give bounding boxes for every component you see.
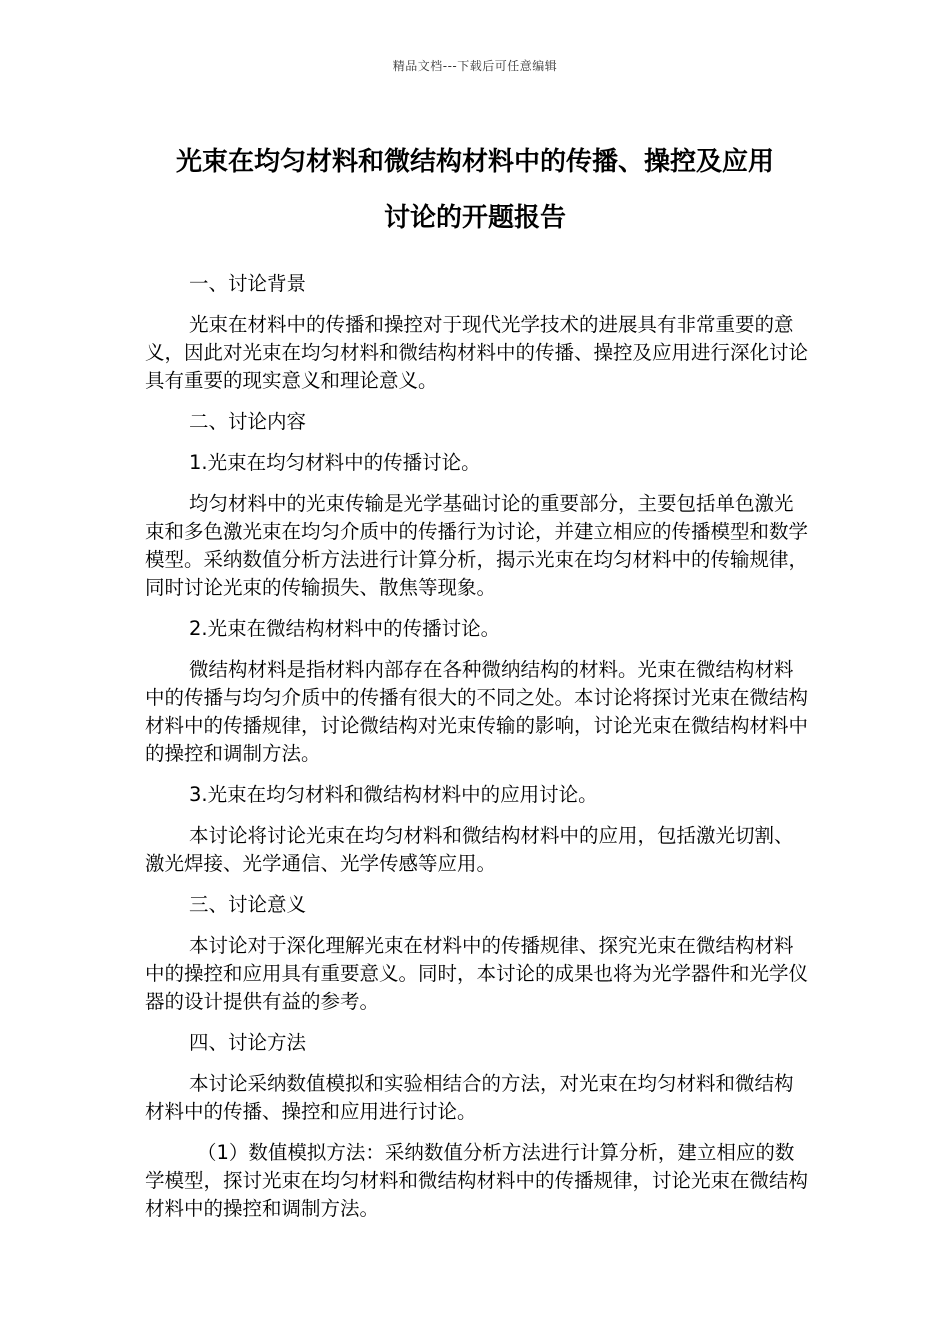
section-heading-methods: 四、讨论方法: [189, 1031, 307, 1054]
section-heading-significance: 三、讨论意义: [189, 893, 307, 916]
document-body: [145, 270, 810, 1236]
paragraph-methods: 本讨论采纳数值模拟和实验相结合的方法，对光束在均匀材料和微结构材料中的传播、操控和应用进行讨论。: [145, 1072, 794, 1123]
subheading-applications: 3.光束在均匀材料和微结构材料中的应用讨论。: [189, 783, 598, 806]
paragraph-significance: 本讨论对于深化理解光束在材料中的传播规律、探究光束在微结构材料中的操控和应用具有重要意义。同时，本讨论的成果也将为光学器件和光学仪器的设计提供有益的参考。: [145, 934, 809, 1013]
document-title: [140, 134, 810, 246]
section-heading-content: 二、讨论内容: [189, 410, 307, 433]
header-note: 精品文档---下载后可任意编辑: [392, 59, 558, 73]
paragraph-microstructure-materials: 微结构材料是指材料内部存在各种微纳结构的材料。光束在微结构材料中的传播与均匀介质中的传播有很大的不同之处。本讨论将探讨光束在微结构材料中的传播规律，讨论微结构对光束传输的影响，讨论光束在微结构材料中的操控和调制方法。: [145, 658, 809, 765]
paragraph-background: 光束在材料中的传播和操控对于现代光学技术的进展具有非常重要的意义，因此对光束在均匀材料和微结构材料中的传播、操控及应用进行深化讨论具有重要的现实意义和理论意义。: [145, 313, 809, 392]
paragraph-applications: 本讨论将讨论光束在均匀材料和微结构材料中的应用，包括激光切割、激光焊接、光学通信、光学传感等应用。: [145, 824, 794, 875]
paragraph-uniform-materials: 均匀材料中的光束传输是光学基础讨论的重要部分，主要包括单色激光束和多色激光束在均匀介质中的传播行为讨论，并建立相应的传播模型和数学模型。采纳数值分析方法进行计算分析，揭示光束在均匀材料中的传输规律，同时讨论光束的传输损失、散焦等现象。: [145, 492, 809, 599]
subheading-uniform-materials: 1.光束在均匀材料中的传播讨论。: [189, 451, 481, 474]
title-line-1: 光束在均匀材料和微结构材料中的传播、操控及应用: [175, 147, 774, 177]
section-heading-background: 一、讨论背景: [189, 272, 307, 295]
subheading-microstructure-materials: 2.光束在微结构材料中的传播讨论。: [189, 617, 501, 640]
paragraph-numerical-simulation: （1）数值模拟方法：采纳数值分析方法进行计算分析，建立相应的数学模型，探讨光束在均匀材料和微结构材料中的传播规律，讨论光束在微结构材料中的操控和调制方法。: [145, 1141, 809, 1220]
title-line-2: 讨论的开题报告: [383, 203, 566, 233]
